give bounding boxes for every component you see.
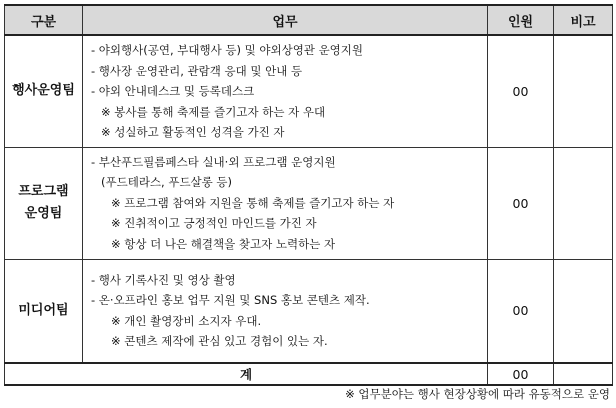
- total-row: [5, 363, 613, 385]
- note-cell: [554, 259, 613, 363]
- duty-line: - 온·오프라인 홍보 업무 지원 및 SNS 홍보 콘텐츠 제작.: [91, 293, 370, 308]
- team-name: [5, 259, 83, 363]
- team-name-line: 행사운영팀: [12, 83, 75, 99]
- table-row: [5, 35, 613, 147]
- duty-line: (푸드테라스, 푸드살롱 등): [101, 175, 233, 190]
- header-headcount: 인원: [488, 5, 554, 35]
- headcount-cell: 00: [488, 35, 554, 147]
- duty-line: ※ 성실하고 활동적인 성격을 가진 자: [101, 125, 285, 139]
- duty-line: - 야외행사(공연, 부대행사 등) 및 야외상영관 운영지원: [91, 43, 363, 57]
- header-row: [5, 5, 613, 35]
- team-name: [5, 147, 83, 259]
- duty-cell: [83, 259, 488, 363]
- table-row: [5, 147, 613, 259]
- footnote: ※ 업무분야는 행사 현장상황에 따라 유동적으로 운영: [345, 387, 610, 401]
- duty-cell: [83, 147, 488, 259]
- header-category: 구분: [5, 5, 83, 35]
- header-duty: 업무: [83, 5, 488, 35]
- headcount-cell: 00: [488, 259, 554, 363]
- duty-cell: [83, 35, 488, 147]
- total-label: 계: [5, 363, 488, 385]
- headcount-cell: 00: [488, 147, 554, 259]
- duty-line: - 부산푸드필름페스타 실내·외 프로그램 운영지원: [91, 154, 336, 169]
- team-name-line: 프로그램: [18, 184, 69, 199]
- note-cell: [554, 147, 613, 259]
- duty-line: - 행사장 운영관리, 관람객 응대 및 안내 등: [91, 63, 303, 78]
- duty-line: ※ 진취적이고 긍정적인 마인드를 가진 자: [111, 216, 317, 231]
- duty-line: - 행사 기록사진 및 영상 촬영: [91, 272, 236, 287]
- team-name-line: 운영팀: [24, 206, 63, 221]
- total-note: [554, 363, 613, 385]
- header-note: 비고: [554, 5, 613, 35]
- total-headcount: 00: [488, 363, 554, 385]
- table-row: [5, 259, 613, 363]
- duty-line: ※ 프로그램 참여와 지원을 통해 축제를 즐기고자 하는 자: [111, 195, 395, 210]
- duty-line: ※ 개인 촬영장비 소지자 우대.: [111, 313, 262, 328]
- team-name-line: 미디어팀: [18, 302, 69, 318]
- team-name: [5, 35, 83, 147]
- staff-table: [4, 4, 613, 386]
- note-cell: [554, 35, 613, 147]
- duty-line: ※ 항상 더 나은 해결책을 찾고자 노력하는 자: [111, 236, 336, 251]
- duty-line: - 야외 안내데스크 및 등록데스크: [91, 84, 255, 98]
- duty-line: ※ 봉사를 통해 축제를 즐기고자 하는 자 우대: [101, 104, 326, 119]
- duty-line: ※ 콘텐츠 제작에 관심 있고 경험이 있는 자.: [111, 334, 328, 349]
